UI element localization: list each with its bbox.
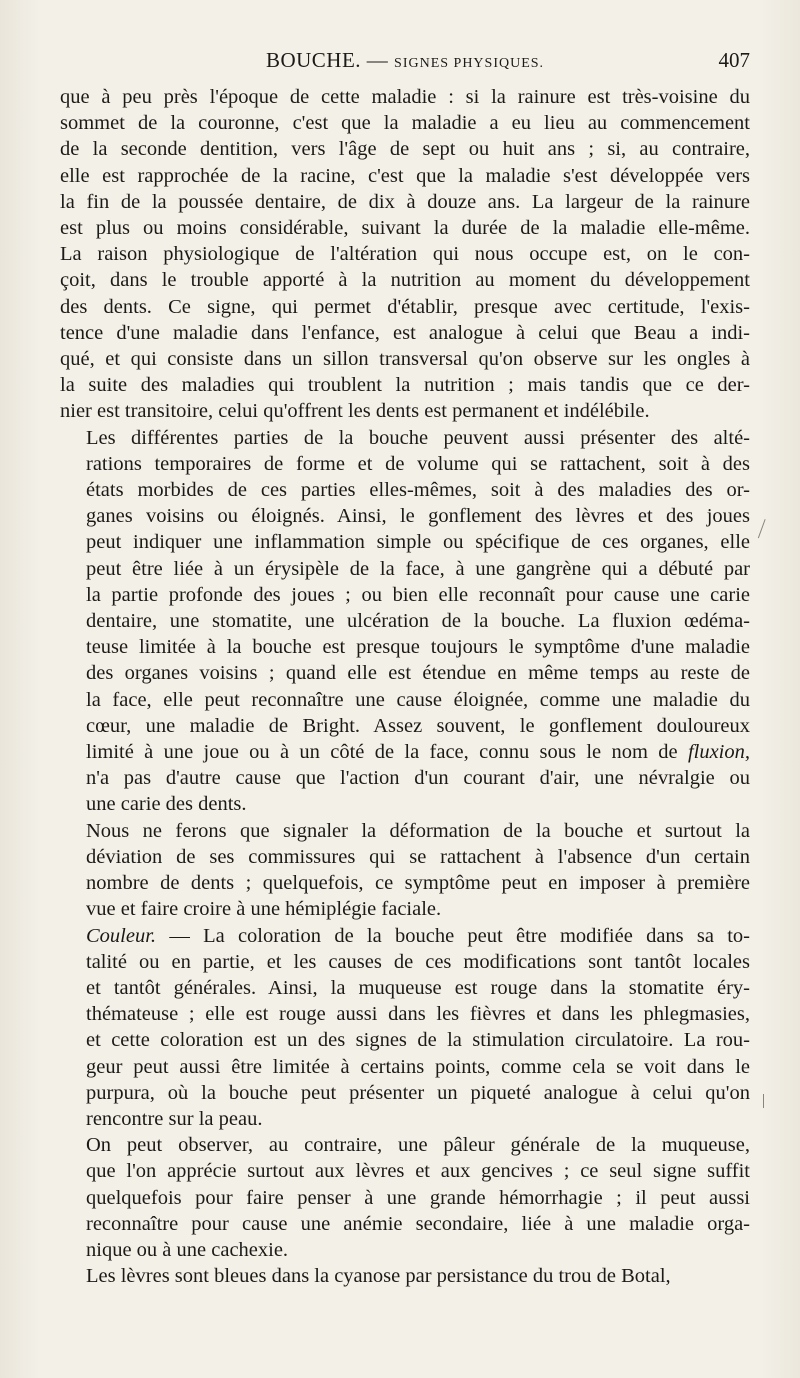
text-line: purpura, où la bouche peut présenter un piqueté analogue à celui qu'on xyxy=(86,1081,750,1104)
text-line: la partie profonde des joues ; ou bien elle reconnaît pour cause une carie xyxy=(86,583,750,606)
text-line: çoit, dans le trouble apporté à la nutrition au moment du développement xyxy=(60,269,750,292)
text-line: une carie des dents. xyxy=(86,793,247,816)
text-line: rencontre sur la peau. xyxy=(86,1107,263,1130)
text-line: On peut observer, au contraire, une pâleur générale de la muqueuse, xyxy=(86,1134,750,1157)
text-line: Les lèvres sont bleues dans la cyanose par persistance du trou de Botal, xyxy=(86,1265,671,1288)
text-line: La raison physiologique de l'altération qui nous occupe est, on le con- xyxy=(60,243,750,266)
text-line: nique ou à une cachexie. xyxy=(86,1238,289,1261)
page-number: 407 xyxy=(718,48,750,72)
running-title-sub: SIGNES PHYSIQUES. xyxy=(394,56,545,71)
text-line: rations temporaires de forme et de volume qui se rattachent, soit à des xyxy=(86,452,750,475)
text-line: dentaire, une stomatite, une ulcération de la bouche. La fluxion œdéma- xyxy=(86,610,750,633)
text-line: ganes voisins ou éloignés. Ainsi, le gonflement des lèvres et des joues xyxy=(86,505,750,528)
text-line: peut être liée à un érysipèle de la face, à une gangrène qui a débuté par xyxy=(86,557,750,580)
text-line: des dents. Ce signe, qui permet d'établir, presque avec certitude, l'exis- xyxy=(60,295,750,318)
text-line: est plus ou moins considérable, suivant la durée de la maladie elle-même. xyxy=(60,217,750,240)
text-line: vue et faire croire à une hémiplégie faciale. xyxy=(86,898,442,921)
text-line: et cette coloration est un des signes de la stimulation circulatoire. La rou- xyxy=(86,1029,750,1052)
paragraph xyxy=(60,1132,750,1263)
paragraph xyxy=(60,923,750,1133)
paragraph xyxy=(60,84,750,425)
running-title xyxy=(60,48,750,73)
paragraph xyxy=(60,1263,750,1289)
text-line: teuse limitée à la bouche est presque toujours le symptôme d'une maladie xyxy=(86,636,750,659)
text-line: talité ou en partie, et les causes de ces modifications sont tantôt locales xyxy=(86,950,750,973)
text-line: que à peu près l'époque de cette maladie : si la rainure est très-voisine du xyxy=(60,86,750,108)
running-head xyxy=(60,44,750,78)
text-line: limité à une joue ou à un côté de la face, connu sous le nom de fluxion, xyxy=(86,741,750,764)
text-line: n'a pas d'autre cause que l'action d'un courant d'air, une névralgie ou xyxy=(86,767,750,790)
body-text xyxy=(60,84,750,1289)
text-line: qué, et qui consiste dans un sillon transversal qu'on observe sur les ongles à xyxy=(60,348,750,371)
text-line: la face, elle peut reconnaître une cause éloignée, comme une maladie du xyxy=(86,688,750,711)
text-line: peut indiquer une inflammation simple ou spécifique de ces organes, elle xyxy=(86,531,750,554)
paragraph xyxy=(60,818,750,923)
text-line: Nous ne ferons que signaler la déformation de la bouche et surtout la xyxy=(86,819,750,842)
text-line: thémateuse ; elle est rouge aussi dans les fièvres et dans les phlegmasies, xyxy=(86,1003,750,1026)
margin-mark xyxy=(763,1094,772,1108)
text-line: états morbides de ces parties elles-mêmes, soit à des maladies des or- xyxy=(86,479,750,502)
text-line: la suite des maladies qui troublent la nutrition ; mais tandis que ce der- xyxy=(60,374,750,397)
text-line: elle est rapprochée de la racine, c'est que la maladie s'est développée vers xyxy=(60,164,750,187)
text-line: quelquefois pour faire penser à une grande hémorrhagie ; il peut aussi xyxy=(86,1186,750,1209)
text-line: sommet de la couronne, c'est que la maladie a eu lieu au commencement xyxy=(60,112,750,135)
running-title-main: BOUCHE. — xyxy=(265,48,389,72)
paragraph xyxy=(60,425,750,818)
text-line: de la seconde dentition, vers l'âge de sept ou huit ans ; si, au contraire, xyxy=(60,138,750,161)
text-line: Les différentes parties de la bouche peuvent aussi présenter des alté- xyxy=(86,426,750,449)
text-line: nier est transitoire, celui qu'offrent les dents est permanent et indélébile. xyxy=(60,400,650,423)
text-line: reconnaître pour cause une anémie secondaire, liée à une maladie orga- xyxy=(86,1212,750,1235)
margin-mark xyxy=(758,519,773,541)
text-line: que l'on apprécie surtout aux lèvres et aux gencives ; ce seul signe suffit xyxy=(86,1160,750,1183)
text-line: cœur, une maladie de Bright. Assez souvent, le gonflement douloureux xyxy=(86,714,750,737)
text-line: nombre de dents ; quelquefois, ce symptôme peut en imposer à première xyxy=(86,872,750,895)
text-line: la fin de la poussée dentaire, de dix à douze ans. La largeur de la rainure xyxy=(60,190,750,213)
text-line: geur peut aussi être limitée à certains points, comme cela se voit dans le xyxy=(86,1055,750,1078)
text-line: déviation de ses commissures qui se rattachent à l'absence d'un certain xyxy=(86,845,750,868)
text-line: des organes voisins ; quand elle est étendue en même temps au reste de xyxy=(86,662,750,685)
text-line: Couleur. — La coloration de la bouche peut être modifiée dans sa to- xyxy=(86,924,750,947)
text-line: tence d'une maladie dans l'enfance, est analogue à celui que Beau a indi- xyxy=(60,321,750,344)
text-line: et tantôt générales. Ainsi, la muqueuse est rouge dans la stomatite éry- xyxy=(86,976,750,999)
